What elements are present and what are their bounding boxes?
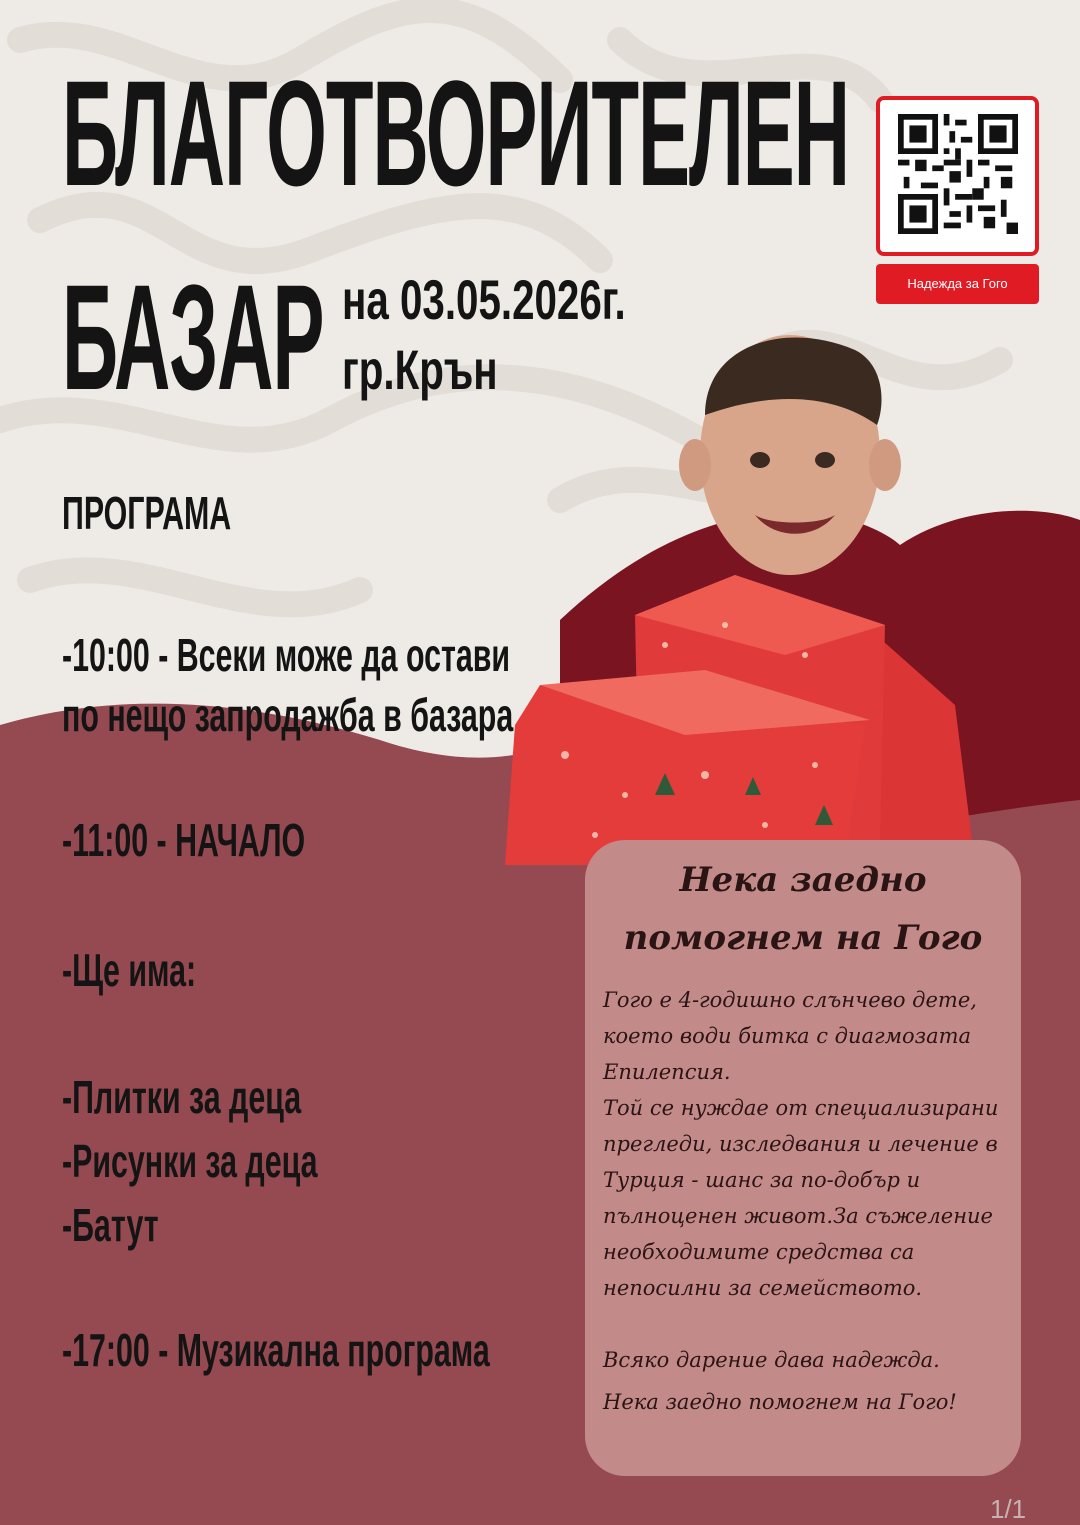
card-closing-line: Нека заедно помогнем на Гого! (603, 1390, 957, 1414)
qr-label: Надежда за Гого (876, 264, 1039, 304)
event-place: гр.Крън (342, 338, 498, 401)
program-item-3: -Ще има: (62, 944, 197, 996)
card-body-line: Гого е 4-годишно слънчево дете, (603, 988, 977, 1012)
activity-item: -Рисунки за деца (62, 1135, 318, 1187)
program-item-1-line-2: по нещо запродажба в базара (62, 689, 514, 741)
program-heading: ПРОГРАМА (62, 487, 232, 539)
card-body-line: Епилепсия. (603, 1060, 731, 1084)
program-item-1-line-1: -10:00 - Всеки може да остави (62, 629, 511, 681)
child-photo (505, 325, 985, 865)
card-title-line-1: Нека заедно (679, 860, 927, 900)
title-line-2: БАЗАР (62, 253, 324, 421)
page-number: 1/1 (990, 1494, 1027, 1524)
qr-code-frame[interactable] (876, 96, 1039, 256)
card-body-line: Турция - шанс за по-добър и (603, 1168, 921, 1192)
info-card (585, 840, 1021, 1476)
activity-item: -Плитки за деца (62, 1071, 302, 1123)
card-body-line: необходимите средства са (603, 1240, 915, 1264)
card-title-line-2: помогнем на Гого (623, 918, 983, 958)
card-closing-line: Всяко дарение дава надежда. (603, 1348, 940, 1372)
card-body-line: Той се нуждае от специализирани (603, 1096, 999, 1120)
card-body-line: което води битка с диагмозата (603, 1024, 972, 1048)
card-body-line: прегледи, изследвания и лечение в (603, 1132, 998, 1156)
title-line-1: БЛАГОТВОРИТЕЛЕН (62, 49, 849, 217)
qr-code-icon (898, 114, 1018, 234)
event-date: на 03.05.2026г. (342, 268, 626, 331)
card-body-line: непосилни за семейството. (603, 1276, 923, 1300)
program-item-2: -11:00 - НАЧАЛО (62, 814, 306, 866)
program-item-4: -17:00 - Музикална програма (62, 1324, 490, 1376)
activity-item: -Батут (62, 1199, 159, 1251)
card-body-line: пълноценен живот.За съжеление (603, 1204, 993, 1228)
